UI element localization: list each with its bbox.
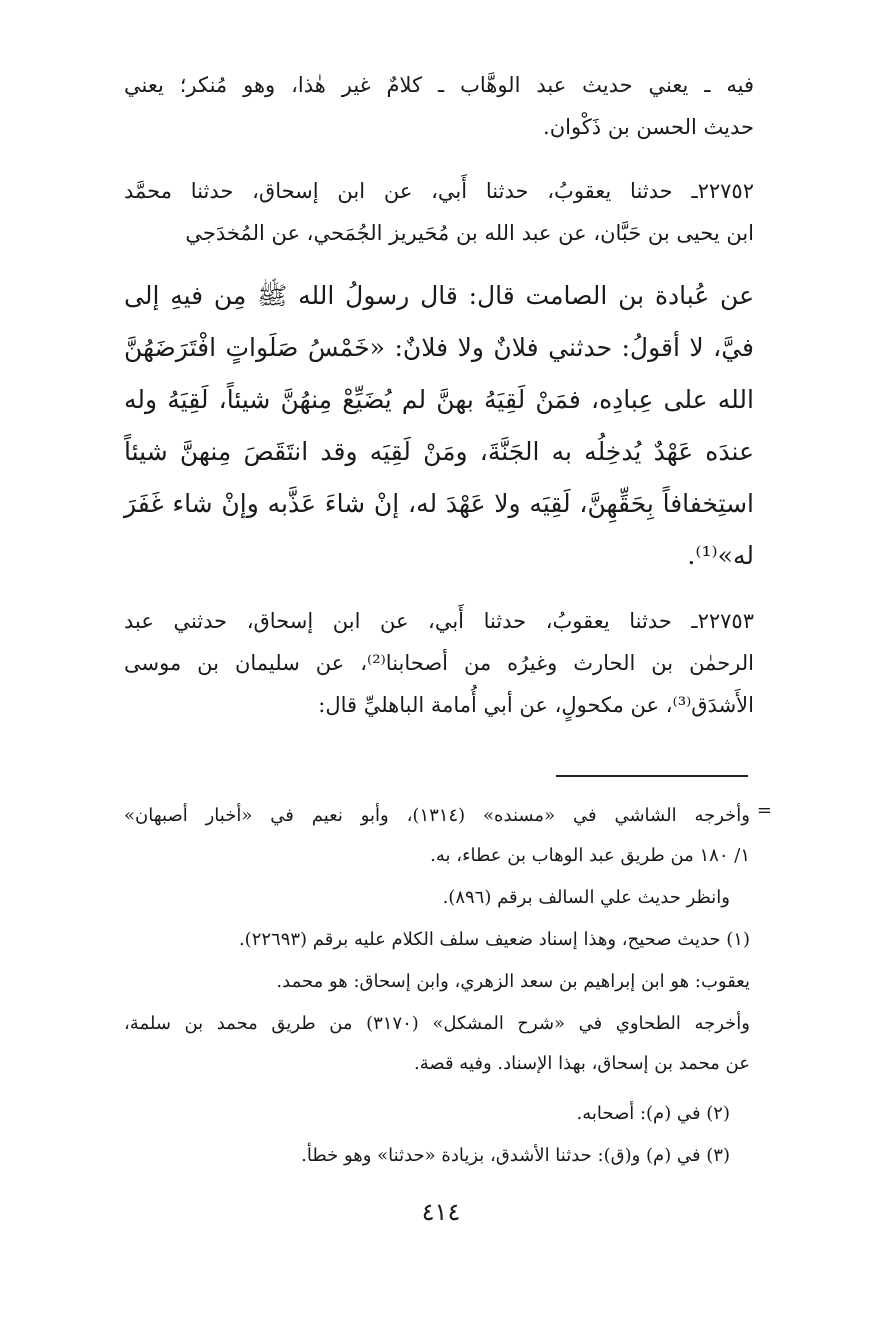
text-line: وانظر حديث علي السالف برقم (٨٩٦). (442, 887, 730, 908)
text-line: فيَّ، لا أقولُ: حدثني فلانٌ ولا فلانٌ: «خَمْسُ صَلَواتٍ افْتَرَضَهُنَّ (124, 333, 754, 362)
text-line: فيه ـ يعني حديث عبد الوهَّاب ـ كلامٌ غير هٰذا، وهو مُنكر؛ يعني (124, 73, 754, 97)
text-line: وأخرجه الطحاوي في «شرح المشكل» (٣١٧٠) من طريق محمد بن سلمة، (124, 1013, 750, 1034)
hadith-22752-isnad (124, 170, 754, 254)
text-line: (٣) في (م) و(ق): حدثنا الأشدق، بزيادة «حدثنا» وهو خطأ. (301, 1145, 730, 1166)
text-line: (٢) في (م): أصحابه. (576, 1103, 730, 1124)
text-line: عن محمد بن إسحاق، بهذا الإسناد. وفيه قصة. (413, 1053, 750, 1074)
text-line: (١) حديث صحيح، وهذا إسناد ضعيف سلف الكلام عليه برقم (٢٢٦٩٣). (238, 929, 750, 950)
text-line: وأخرجه الشاشي في «مسنده» (١٣١٤)، وأبو نعيم في «أخبار أصبهان» (124, 805, 750, 826)
continuation-mark: = (756, 800, 772, 821)
text-line: الرحمٰن بن الحارث وغيرُه من أصحابنا⁽²⁾، عن سليمان بن موسى (124, 651, 754, 675)
text-line: الأَشدَق⁽³⁾، عن مكحولٍ، عن أبي أُمامة الباهليِّ قال: (318, 693, 754, 717)
page-number: ٤١٤ (421, 1198, 461, 1226)
footnote-1-explanation (124, 962, 750, 1002)
paragraph-continuation (124, 64, 754, 148)
text-line: ٢٢٧٥٢ـ حدثنا يعقوبُ، حدثنا أَبي، عن ابن إسحاق، حدثنا محمَّد (124, 179, 754, 203)
text-line: عن عُبادة بن الصامت قال: قال رسولُ الله ﷺ مِن فيهِ إلى (124, 281, 754, 310)
text-line: يعقوب: هو ابن إبراهيم بن سعد الزهري، وابن إسحاق: هو محمد. (276, 971, 750, 992)
text-line: ابن يحيى بن حَبَّان، عن عبد الله بن مُحَيريز الجُمَحي، عن المُخدَجي (185, 221, 754, 245)
hadith-22752-matn (124, 270, 754, 582)
footnote-continued (124, 796, 750, 876)
text-line: ٢٢٧٥٣ـ حدثنا يعقوبُ، حدثنا أَبي، عن ابن إسحاق، حدثني عبد (124, 609, 754, 633)
footnote-2 (124, 1094, 730, 1134)
text-line: ١/ ١٨٠ من طريق عبد الوهاب بن عطاء، به. (430, 845, 750, 866)
text-line: الله على عِبادِه، فمَنْ لَقِيَهُ بهنَّ لم يُضَيِّعْ مِنهُنَّ شيئاً، لَقِيَهُ وله (124, 385, 754, 414)
footnote-line (124, 878, 730, 918)
hadith-22753-isnad (124, 600, 754, 726)
footnote-1-source (124, 1004, 750, 1084)
text-line: له»⁽¹⁾. (687, 541, 754, 570)
text-line: حديث الحسن بن ذَكْوان. (543, 115, 754, 139)
footnote-3 (124, 1136, 730, 1176)
text-line: استِخفافاً بِحَقِّهِنَّ، لَقِيَه ولا عَهْدَ له، إنْ شاءَ عَذَّبه وإنْ شاء غَفَرَ (124, 489, 754, 518)
footnote-separator (556, 775, 748, 777)
footnote-1 (124, 920, 750, 960)
text-line: عندَه عَهْدٌ يُدخِلُه به الجَنَّةَ، ومَنْ لَقِيَه وقد انتَقَصَ مِنهنَّ شيئاً (124, 437, 754, 466)
